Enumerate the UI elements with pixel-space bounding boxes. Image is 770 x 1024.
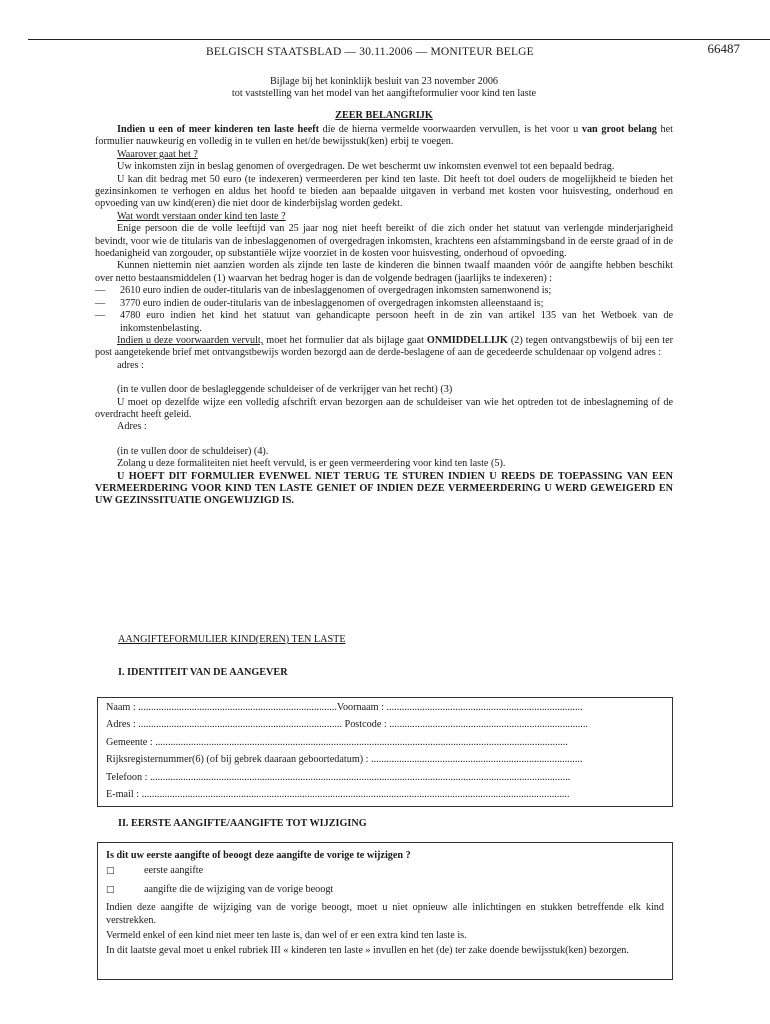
identity-row-municipality[interactable]: Gemeente : .................................................................................................................................................................. <box>106 736 568 748</box>
identity-row-email[interactable]: E-mail : ........................................................................................................................................................................ <box>106 788 570 800</box>
intro-bold-2: van groot belang <box>581 124 657 135</box>
option-first-declaration[interactable] <box>106 865 664 877</box>
dash-marker: — <box>95 297 106 309</box>
question-2-paragraph-2: Kunnen niettemin niet aanzien worden als zijnde ten laste de kinderen die binnen twaalf maanden vóór de aangifte hebben beschikt over netto bestaansmiddelen (1) waarvan het bedrag hoger is dan de volgende bedragen (jaarlijks te indexeren) : <box>95 260 673 284</box>
copy-paragraph: U moet op dezelfde wijze een volledig afschrift ervan bezorgen aan de schuldeiser van wie het optreden tot de inbeslagneming of de overdracht heeft geleid. <box>95 396 673 420</box>
conditions-underlined: Indien u deze voorwaarden vervult, <box>117 334 264 346</box>
section-1-title: I. IDENTITEIT VAN DE AANGEVER <box>118 667 288 678</box>
dash-marker: — <box>95 310 106 322</box>
header-rule <box>28 39 770 40</box>
list-item <box>95 285 673 297</box>
list-item-text: 2610 euro indien de ouder-titularis van de inbeslaggenomen of overgedragen inkomsten samenwonend is; <box>120 285 552 297</box>
checkbox-icon[interactable]: □ <box>106 866 115 877</box>
annex-line-1: Bijlage bij het koninklijk besluit van 23 november 2006 <box>269 76 499 87</box>
address-label-1: adres : <box>117 359 144 371</box>
formalities-paragraph: Zolang u deze formaliteiten niet heeft vervuld, is er geen vermeerdering voor kind ten laste (5). <box>117 458 506 470</box>
list-item-text: 3770 euro indien de ouder-titularis van de inbeslaggenomen of overgedragen inkomsten alleenstaand is; <box>120 297 544 309</box>
notice-body <box>95 124 673 508</box>
list-item <box>95 298 673 310</box>
conditions-text-1: moet het formulier dat als bijlage gaat <box>263 334 427 346</box>
fill-instruction-2: (in te vullen door de schuldeiser) (4). <box>117 445 269 457</box>
address-label-2: Adres : <box>117 421 147 433</box>
notice-intro <box>95 124 673 149</box>
address-blank-2 <box>95 434 673 446</box>
declaration-note-3: In dit laatste geval moet u enkel rubriek III « kinderen ten laste » invullen en het (de) ter zake doende bewijsstuk(ken) bezorgen. <box>106 945 629 957</box>
annex-line-2: tot vaststelling van het model van het aangifteformulier voor kind ten laste <box>231 88 537 99</box>
question-1-paragraph-1: Uw inkomsten zijn in beslag genomen of overgedragen. De wet beschermt uw inkomsten evenwel tot een bepaald bedrag. <box>117 161 615 173</box>
declaration-note-2: Vermeld enkel of een kind niet meer ten laste is, dan wel of er een extra kind ten laste is. <box>106 930 467 942</box>
checkbox-icon[interactable]: □ <box>106 884 115 895</box>
running-head: BELGISCH STAATSBLAD — 30.11.2006 — MONITEUR BELGE <box>206 46 534 58</box>
fill-instruction-1: (in te vullen door de beslagleggende schuldeiser of de verkrijger van het recht) (3) <box>117 384 453 396</box>
question-2-heading: Wat wordt verstaan onder kind ten laste ? <box>117 210 286 222</box>
annex-heading <box>95 76 673 100</box>
notice-title: ZEER BELANGRIJK <box>335 110 433 121</box>
option-modification[interactable] <box>106 884 664 896</box>
option-modification-label: aangifte die de wijziging van de vorige beoogt <box>144 883 334 895</box>
identity-box <box>97 697 673 807</box>
question-1-paragraph-2: U kan dit bedrag met 50 euro (te indexeren) vermeerderen per kind ten laste. Dit heeft tot doel ouders de mogelijkheid te bieden het gezinsinkomen te verhogen en aldus het hoofd te bieden aan bepaalde uitgaven in verband met kosten voor huisvesting, onderhoud en opvoeding van uw kind(eren) die niet door de kinderbijslag worden gedekt. <box>95 173 673 210</box>
identity-row-phone[interactable]: Telefoon : ..................................................................................................................................................................... <box>106 771 571 783</box>
address-blank-1 <box>95 372 673 384</box>
list-item <box>95 310 673 335</box>
question-2-paragraph-1: Enige persoon die de volle leeftijd van 25 jaar nog niet heeft bereikt of die zich onder het statuut van verlengde minderjarigheid bevindt, voor wie de titularis van de inbeslaggenomen of overgedragen inkomsten, krachtens een afstammingsband in de eerste graad of in de hoedanigheid van zorgouder, op substantiële wijze voorziet in de kosten voor huisvesting, onderhoud of opvoeding. <box>95 223 673 260</box>
page-number: 66487 <box>707 41 740 56</box>
declaration-type-box <box>97 842 673 980</box>
option-first-label: eerste aangifte <box>144 865 204 877</box>
intro-bold-1: Indien u een of meer kinderen ten laste heeft <box>117 124 320 135</box>
declaration-question: Is dit uw eerste aangifte of beoogt deze aangifte de vorige te wijzigen ? <box>106 850 411 861</box>
conditions-paragraph <box>95 335 673 360</box>
section-2-title: II. EERSTE AANGIFTE/AANGIFTE TOT WIJZIGING <box>118 818 367 829</box>
identity-row-national-number[interactable]: Rijksregisternummer(6) (of bij gebrek daaraan geboortedatum) : ................................................................................... <box>106 754 583 766</box>
caps-warning: U HOEFT DIT FORMULIER EVENWEL NIET TERUG TE STUREN INDIEN U REEDS DE TOEPASSING VAN EEN VERMEERDERING VOOR KIND TEN LASTE GENIET OF INDIEN DEZE VERMEERDERING U WERD GEWEIGERD EN UW GEZINSSITUATIE ONGEWIJZIGD IS. <box>95 470 673 507</box>
conditions-text-2: (2) tegen ontvangstbewijs of bij een ter post aangetekende brief met ontvangstbewijs worden bezorgd aan de derde-beslagene of aan de gecedeerde schuldenaar op volgend adres : <box>95 334 674 359</box>
identity-row-name[interactable]: Naam : ..............................................................................Voornaam : ............................................................................. <box>106 702 583 713</box>
question-1-heading: Waarover gaat het ? <box>117 148 198 160</box>
income-limits-list <box>95 285 673 335</box>
dash-marker: — <box>95 285 106 297</box>
form-title: AANGIFTEFORMULIER KIND(EREN) TEN LASTE <box>118 634 346 645</box>
declaration-note-1: Indien deze aangifte de wijziging van de vorige beoogt, moet u niet opnieuw alle inlichtingen en stukken betreffende elk kind verstrekken. <box>106 902 664 926</box>
intro-text-2: het formulier nauwkeurig en volledig in te vullen en het/de bewijsstuk(ken) erbij te voegen. <box>95 124 673 148</box>
conditions-bold: ONMIDDELLIJK <box>426 334 508 346</box>
intro-text-1: die de hierna vermelde voorwaarden vervullen, is het voor u <box>319 124 582 135</box>
list-item-text: 4780 euro indien het kind het statuut van gehandicapte persoon heeft in de zin van artikel 135 van het Wetboek van de inkomstenbelasting. <box>120 310 673 334</box>
identity-row-address[interactable]: Adres : ................................................................................ Postcode : .............................................................................. <box>106 719 588 731</box>
